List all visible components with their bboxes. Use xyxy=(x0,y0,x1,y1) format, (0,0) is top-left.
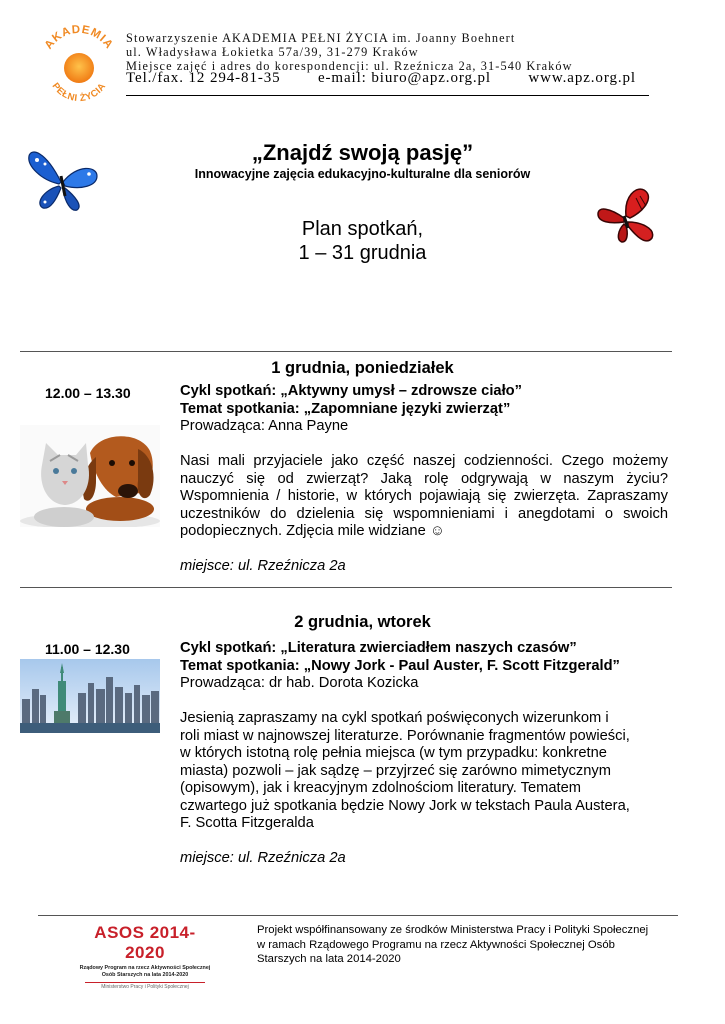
phone-number: Tel./fax. 12 294-81-35 xyxy=(126,70,281,86)
section-divider xyxy=(20,351,672,352)
org-address: ul. Władysława Łokietka 57a/39, 31-279 Kraków xyxy=(126,45,419,59)
asos-title-text: ASOS 2014-2020 xyxy=(94,923,196,962)
asos-line2: Osób Starszych na lata 2014-2020 xyxy=(101,972,189,978)
asos-line3: Ministerstwo Pracy i Polityki Społecznej xyxy=(101,984,189,990)
funding-line: w ramach Rządowego Programu na rzecz Aktywności Społecznej Osób xyxy=(257,938,615,951)
event-description-line: czwartego już spotkania będzie Nowy Jork w tekstach Paula Austera, xyxy=(180,797,630,814)
asos-logo xyxy=(75,923,215,991)
event-description: Nasi mali przyjaciele jako część naszej codzienności. Czego możemy nauczyć się od zwierząt? Jaką rolę odgrywają w naszym życiu? Wspomnienia / historie, w których pojawiają się zwierzęta. Zapraszamy uczestników do dzielenia się wspomnieniami i anegdotami o swoich podopiecznych. Zdjęcia mile widziane ☺ xyxy=(180,453,668,539)
svg-text:PEŁNI ŻYCIA xyxy=(50,81,109,104)
funding-line: Projekt współfinansowany ze środków Ministerstwa Pracy i Polityki Społecznej xyxy=(257,924,649,936)
event-place: miejsce: ul. Rzeźnicza 2a xyxy=(180,558,346,574)
contact-line xyxy=(126,70,636,87)
event-cycle: Cykl spotkań: „Aktywny umysł – zdrowsze ciało” xyxy=(180,383,522,399)
event-description-line: F. Scotta Fitzgeralda xyxy=(180,815,314,831)
event-time: 11.00 – 12.30 xyxy=(45,641,130,657)
event-topic: Temat spotkania: „Zapomniane języki zwierząt” xyxy=(180,400,511,417)
event-host: Prowadząca: dr hab. Dorota Kozicka xyxy=(180,675,419,691)
svg-text:AKADEMIA xyxy=(43,24,116,52)
funding-line: Starszych na lata 2014-2020 xyxy=(257,953,401,965)
new-york-skyline-photo xyxy=(20,659,160,733)
event-day-heading: 2 grudnia, wtorek xyxy=(294,613,431,631)
plan-heading-line2: 1 – 31 grudnia xyxy=(298,242,427,264)
email-address[interactable]: e-mail: biuro@apz.org.pl xyxy=(317,70,491,86)
correspondence-address: Miejsce zajęć i adres do korespondencji: ul. Rzeźnicza 2a, 31-540 Kraków xyxy=(126,59,573,73)
event-description-line: roli miast w najnowszej literaturze. Porównanie fragmentów powieści, xyxy=(180,727,630,744)
event-day-heading: 1 grudnia, poniedziałek xyxy=(271,359,454,377)
event-topic: Temat spotkania: „Nowy Jork - Paul Auster, F. Scott Fitzgerald” xyxy=(180,657,620,674)
event-host: Prowadząca: Anna Payne xyxy=(180,418,349,434)
event-details xyxy=(180,383,668,576)
page-subtitle: Innowacyjne zajęcia edukacyjno-kulturalne dla seniorów xyxy=(194,167,531,181)
event-description-line: (opisowym), jak i kreacyjnym zdolnościom literatury. Tematem xyxy=(180,780,582,796)
section-divider xyxy=(20,587,672,588)
organization-logo xyxy=(38,22,120,104)
event-description-line: w których istotną rolę pełnia miejsca (w tym przypadku: konkretne xyxy=(180,745,607,761)
plan-heading-line1: Plan spotkań, xyxy=(301,218,424,240)
org-name: Stowarzyszenie AKADEMIA PEŁNI ŻYCIA im. Joanny Boehnert xyxy=(126,31,516,45)
asos-line1: Rządowy Program na rzecz Aktywności Społecznej xyxy=(79,965,211,971)
funding-note xyxy=(257,923,672,967)
event-description-line: Jesienią zapraszamy na cykl spotkań poświęconych wizerunkom i xyxy=(180,710,609,726)
event-time: 12.00 – 13.30 xyxy=(45,385,131,401)
website-link[interactable]: www.apz.org.pl xyxy=(528,70,636,86)
event-details xyxy=(180,640,668,868)
footer-divider xyxy=(38,915,678,916)
page-title: „Znajdź swoją pasję” xyxy=(251,140,474,165)
event-cycle: Cykl spotkań: „Literatura zwierciadłem naszych czasów” xyxy=(180,640,577,656)
event-place: miejsce: ul. Rzeźnicza 2a xyxy=(180,850,346,866)
logo-text-bottom: PEŁNI ŻYCIA xyxy=(49,80,109,104)
event-description-line: miasta) pozwoli – jak sądzę – przyjrzeć się zarówno mimetycznym xyxy=(180,762,611,779)
cat-and-dog-photo xyxy=(20,425,160,527)
asos-title xyxy=(75,923,215,963)
logo-text-top: AKADEMIA xyxy=(42,23,116,52)
header-divider xyxy=(126,95,649,96)
